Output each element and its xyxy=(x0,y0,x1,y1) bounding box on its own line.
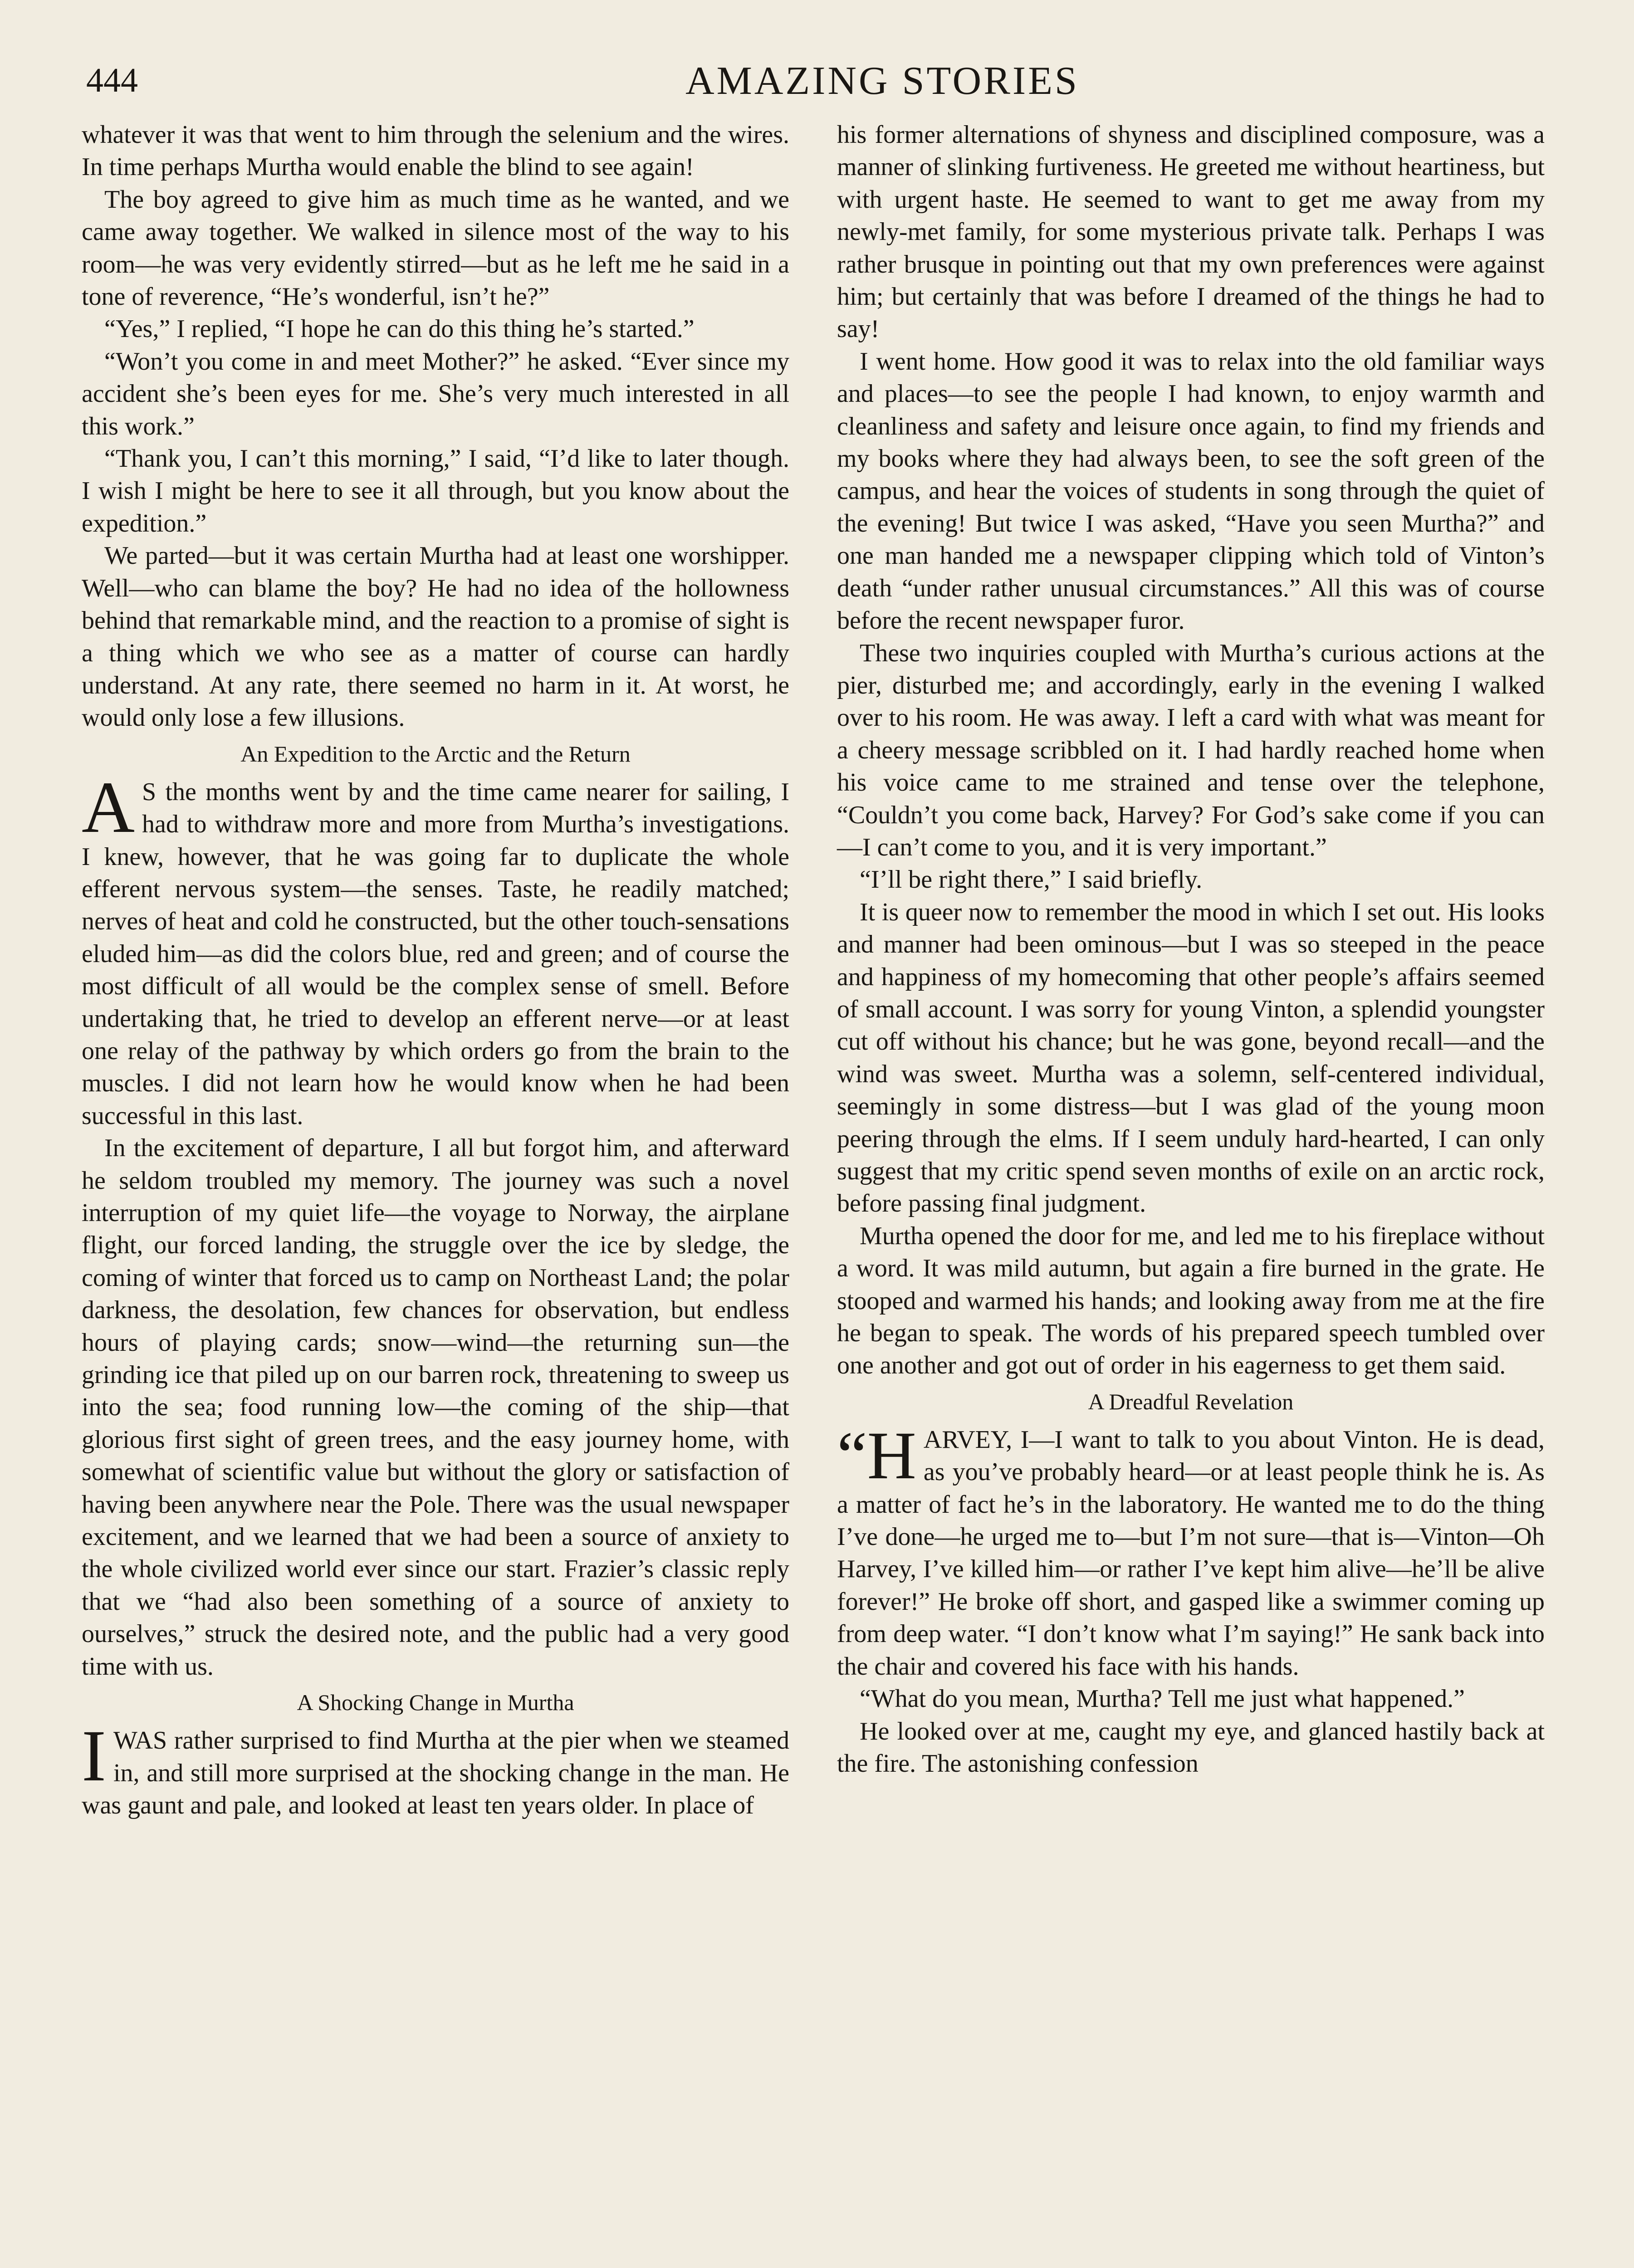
paragraph xyxy=(82,1716,789,1822)
right-column xyxy=(837,119,1545,1780)
paragraph: “Won’t you come in and meet Mother?” he asked. “Ever since my accident she’s been eyes for me. She’s very much interested in all this work.” xyxy=(82,347,789,440)
drop-cap: I xyxy=(82,1716,106,1797)
paragraph xyxy=(82,767,789,1132)
paragraph: “I’ll be right there,” I said briefly. xyxy=(860,865,1203,894)
paragraph: Murtha opened the door for me, and led me to his fireplace without a word. It was mild autumn, but again a fire burned in the grate. He stooped and warmed his hands; and looking away from me at the fire he began to speak. The words of his prepared speech tumbled over one another and got out of order in his eagerness to get them said. xyxy=(837,1222,1545,1380)
paragraph: his former alternations of shyness and disciplined composure, was a manner of slinking furtiveness. He greeted me without heartiness, but with urgent haste. He seemed to want to get me away from my newly-met family, for some mysterious private talk. Perhaps I was rather brusque in pointing out that my own preferences were against him; but certainly that was before I dreamed of the things he had to say! xyxy=(837,121,1545,343)
paragraph-text: ARVEY, I—I want to talk to you about Vinton. He is dead, as you’ve probably heard—or at least people think he is. As a matter of fact he’s in the laboratory. He wanted me to do the thing I’ve done—he urged me to—but I’m not sure—that is—Vinton—Oh Harvey, I’ve killed him—or rather I’ve kept him alive—he’ll be alive forever!” He broke off short, and gasped like a swimmer coming up from deep water. “I don’t know what I’m saying!” He sank back into the chair and covered his face with his hands. xyxy=(837,1425,1545,1681)
paragraph: These two inquiries coupled with Murtha’s curious actions at the pier, disturbed me; and accordingly, early in the evening I walked over to his room. He was away. I left a card with what was meant for a cheery message scribbled on it. I had hardly reached home when his voice came to me strained and tense over the telephone, “Couldn’t you come back, Harvey? For God’s sake come if you can—I can’t come to you, and it is very important.” xyxy=(837,639,1545,861)
magazine-title: AMAZING STORIES xyxy=(685,59,1079,103)
paragraph-text: S the months went by and the time came nearer for sailing, I had to withdraw more and more from Murtha’s investigations. I knew, however, that he was going far to duplicate the whole efferent nervous system—the senses. Taste, he readily matched; nerves of heat and cold he constructed, but the other touch-sensations eluded him—as did the colors blue, red and green; and of course the most difficult of all would be the complex sense of smell. Before undertaking that, he tried to develop an efferent nerve—or at least one relay of the pathway by which orders go from the brain to the muscles. I did not learn how he would know when he had been successful in this last. xyxy=(82,777,789,1130)
drop-cap: A xyxy=(82,767,135,848)
paragraph-text: WAS rather surprised to find Murtha at the pier when we steamed in, and still more surprised at the shocking change in the man. He was gaunt and pale, and looked at least ten years older. In place of xyxy=(82,1726,789,1819)
paragraph: We parted—but it was certain Murtha had at least one worshipper. Well—who can blame the boy? He had no idea of the hollowness behind that remarkable mind, and the reaction to a promise of sight is a thing which we who see as a matter of course can hardly understand. At any rate, there seemed no harm in it. At worst, he would only lose a few illusions. xyxy=(82,542,789,732)
paragraph: “What do you mean, Murtha? Tell me just what happened.” xyxy=(860,1685,1465,1713)
paragraph: I went home. How good it was to relax into the old familiar ways and places—to see the people I had known, to enjoy warmth and cleanliness and safety and leisure once again, to find my friends and my books where they had always been, to see the soft green of the campus, and hear the voices of students in song through the quiet of the evening! But twice I was asked, “Have you seen Murtha?” and one man handed me a newspaper clipping which told of Vinton’s death “under rather unusual circumstances.” All this was of course before the recent newspaper furor. xyxy=(837,347,1545,635)
section-heading: An Expedition to the Arctic and the Return xyxy=(240,741,631,767)
paragraph xyxy=(837,1418,1545,1683)
section-heading: A Dreadful Revelation xyxy=(1088,1388,1294,1414)
paragraph: “Yes,” I replied, “I hope he can do this thing he’s started.” xyxy=(104,315,695,343)
paragraph: The boy agreed to give him as much time as he wanted, and we came away together. We walked in silence most of the way to his room—he was very evidently stirred—but as he left me he said in a tone of reverence, “He’s wonderful, isn’t he?” xyxy=(82,185,789,311)
paragraph: In the excitement of departure, I all but forgot him, and afterward he seldom troubled my memory. The journey was such a novel interruption of my quiet life—the voyage to Norway, the airplane flight, our forced landing, the struggle over the ice by sledge, the coming of winter that forced us to camp on Northeast Land; the polar darkness, the desolation, few chances for observation, but endless hours of playing cards; snow—wind—the returning sun—the grinding ice that piled up on our barren rock, threatening to sweep us into the sea; food running low—the coming of the ship—that glorious first sight of green trees, and the easy journey home, with somewhat of scientific value but without the glory or satisfaction of having been anywhere near the Pole. There was the usual newspaper excitement, and we learned that we had been a source of anxiety to the whole civilized world ever since our start. Frazier’s classic reply that we “had also been something of a source of anxiety to ourselves,” struck the desired note, and the public had a very good time with us. xyxy=(82,1134,789,1681)
left-column xyxy=(82,119,789,1822)
paragraph: “Thank you, I can’t this morning,” I said, “I’d like to later though. I wish I might be here to see it all through, but you know about the expedition.” xyxy=(82,445,789,538)
drop-cap: “H xyxy=(837,1418,916,1493)
page-header xyxy=(86,51,1565,110)
section-heading: A Shocking Change in Murtha xyxy=(297,1690,574,1716)
paragraph: It is queer now to remember the mood in which I set out. His looks and manner had been ominous—but I was so steeped in the peace and happiness of my homecoming that other people’s affairs seemed of small account. I was sorry for young Vinton, a splendid youngster cut off without his chance; but he was gone, beyond recall—and the wind was sweet. Murtha was a solemn, self-centered individual, seemingly in some distress—but I was glad of the young moon peering through the elms. If I seem unduly hard-hearted, I can only suggest that my critic spend seven months of exile on an arctic rock, before passing final judgment. xyxy=(837,898,1545,1218)
paragraph: He looked over at me, caught my eye, and glanced hastily back at the fire. The astonishing confession xyxy=(837,1717,1545,1778)
page-number: 444 xyxy=(86,61,138,99)
paragraph: whatever it was that went to him through the selenium and the wires. In time perhaps Murtha would enable the blind to see again! xyxy=(82,121,789,181)
